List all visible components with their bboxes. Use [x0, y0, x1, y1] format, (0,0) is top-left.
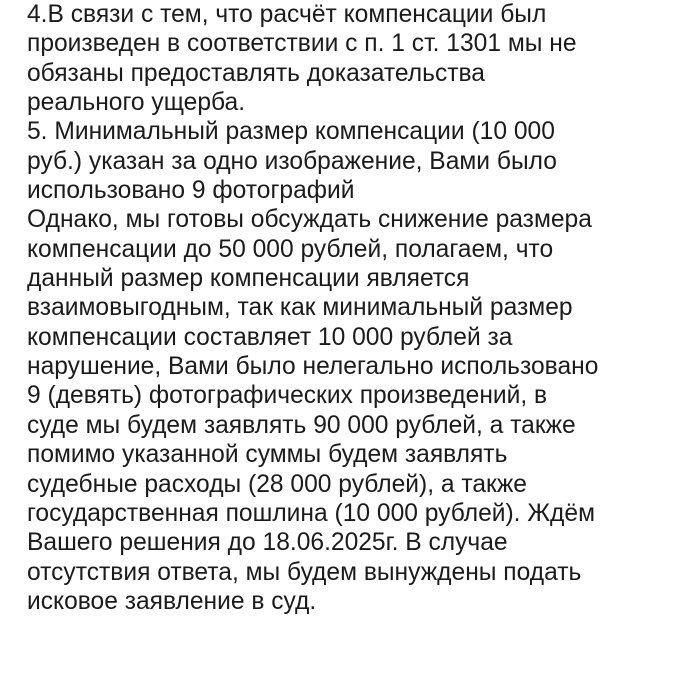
message-line: реального ущерба. [27, 89, 246, 117]
message-line: компенсации составляет 10 000 рублей за [27, 323, 513, 351]
message-line: данный размер компенсации является [27, 265, 470, 293]
message-line: компенсации до 50 000 рублей, полагаем, что [27, 235, 554, 263]
message-line: Однако, мы готовы обсуждать снижение размера [27, 206, 592, 234]
message-line: использовано 9 фотографий [27, 177, 355, 205]
message-line: судебные расходы (28 000 рублей), а также [27, 470, 527, 498]
message-line: помимо указанной суммы будем заявлять [27, 441, 508, 469]
message-line: 9 (девять) фотографических произведений, в [27, 382, 548, 410]
message-line: взаимовыгодным, так как минимальный размер [27, 294, 573, 322]
message-line: произведен в соответствии с п. 1 ст. 1301 мы не [27, 30, 577, 58]
message-line: 5. Минимальный размер компенсации (10 000 [27, 118, 555, 146]
message-line: руб.) указан за одно изображение, Вами было [27, 147, 557, 175]
message-line: нарушение, Вами было нелегально использовано [27, 353, 599, 381]
message-line: обязаны предоставлять доказательства [27, 59, 485, 87]
message-line: отсутствия ответа, мы будем вынуждены подать [27, 558, 582, 586]
message-line: суде мы будем заявлять 90 000 рублей, а также [27, 411, 576, 439]
message-line: 4.В связи с тем, что расчёт компенсации был [27, 1, 547, 28]
message-text [27, 0, 695, 616]
message-line: исковое заявление в суд. [27, 587, 317, 615]
message-line: государственная пошлина (10 000 рублей). Ждём [27, 499, 595, 527]
message-line: Вашего решения до 18.06.2025г. В случае [27, 529, 508, 557]
